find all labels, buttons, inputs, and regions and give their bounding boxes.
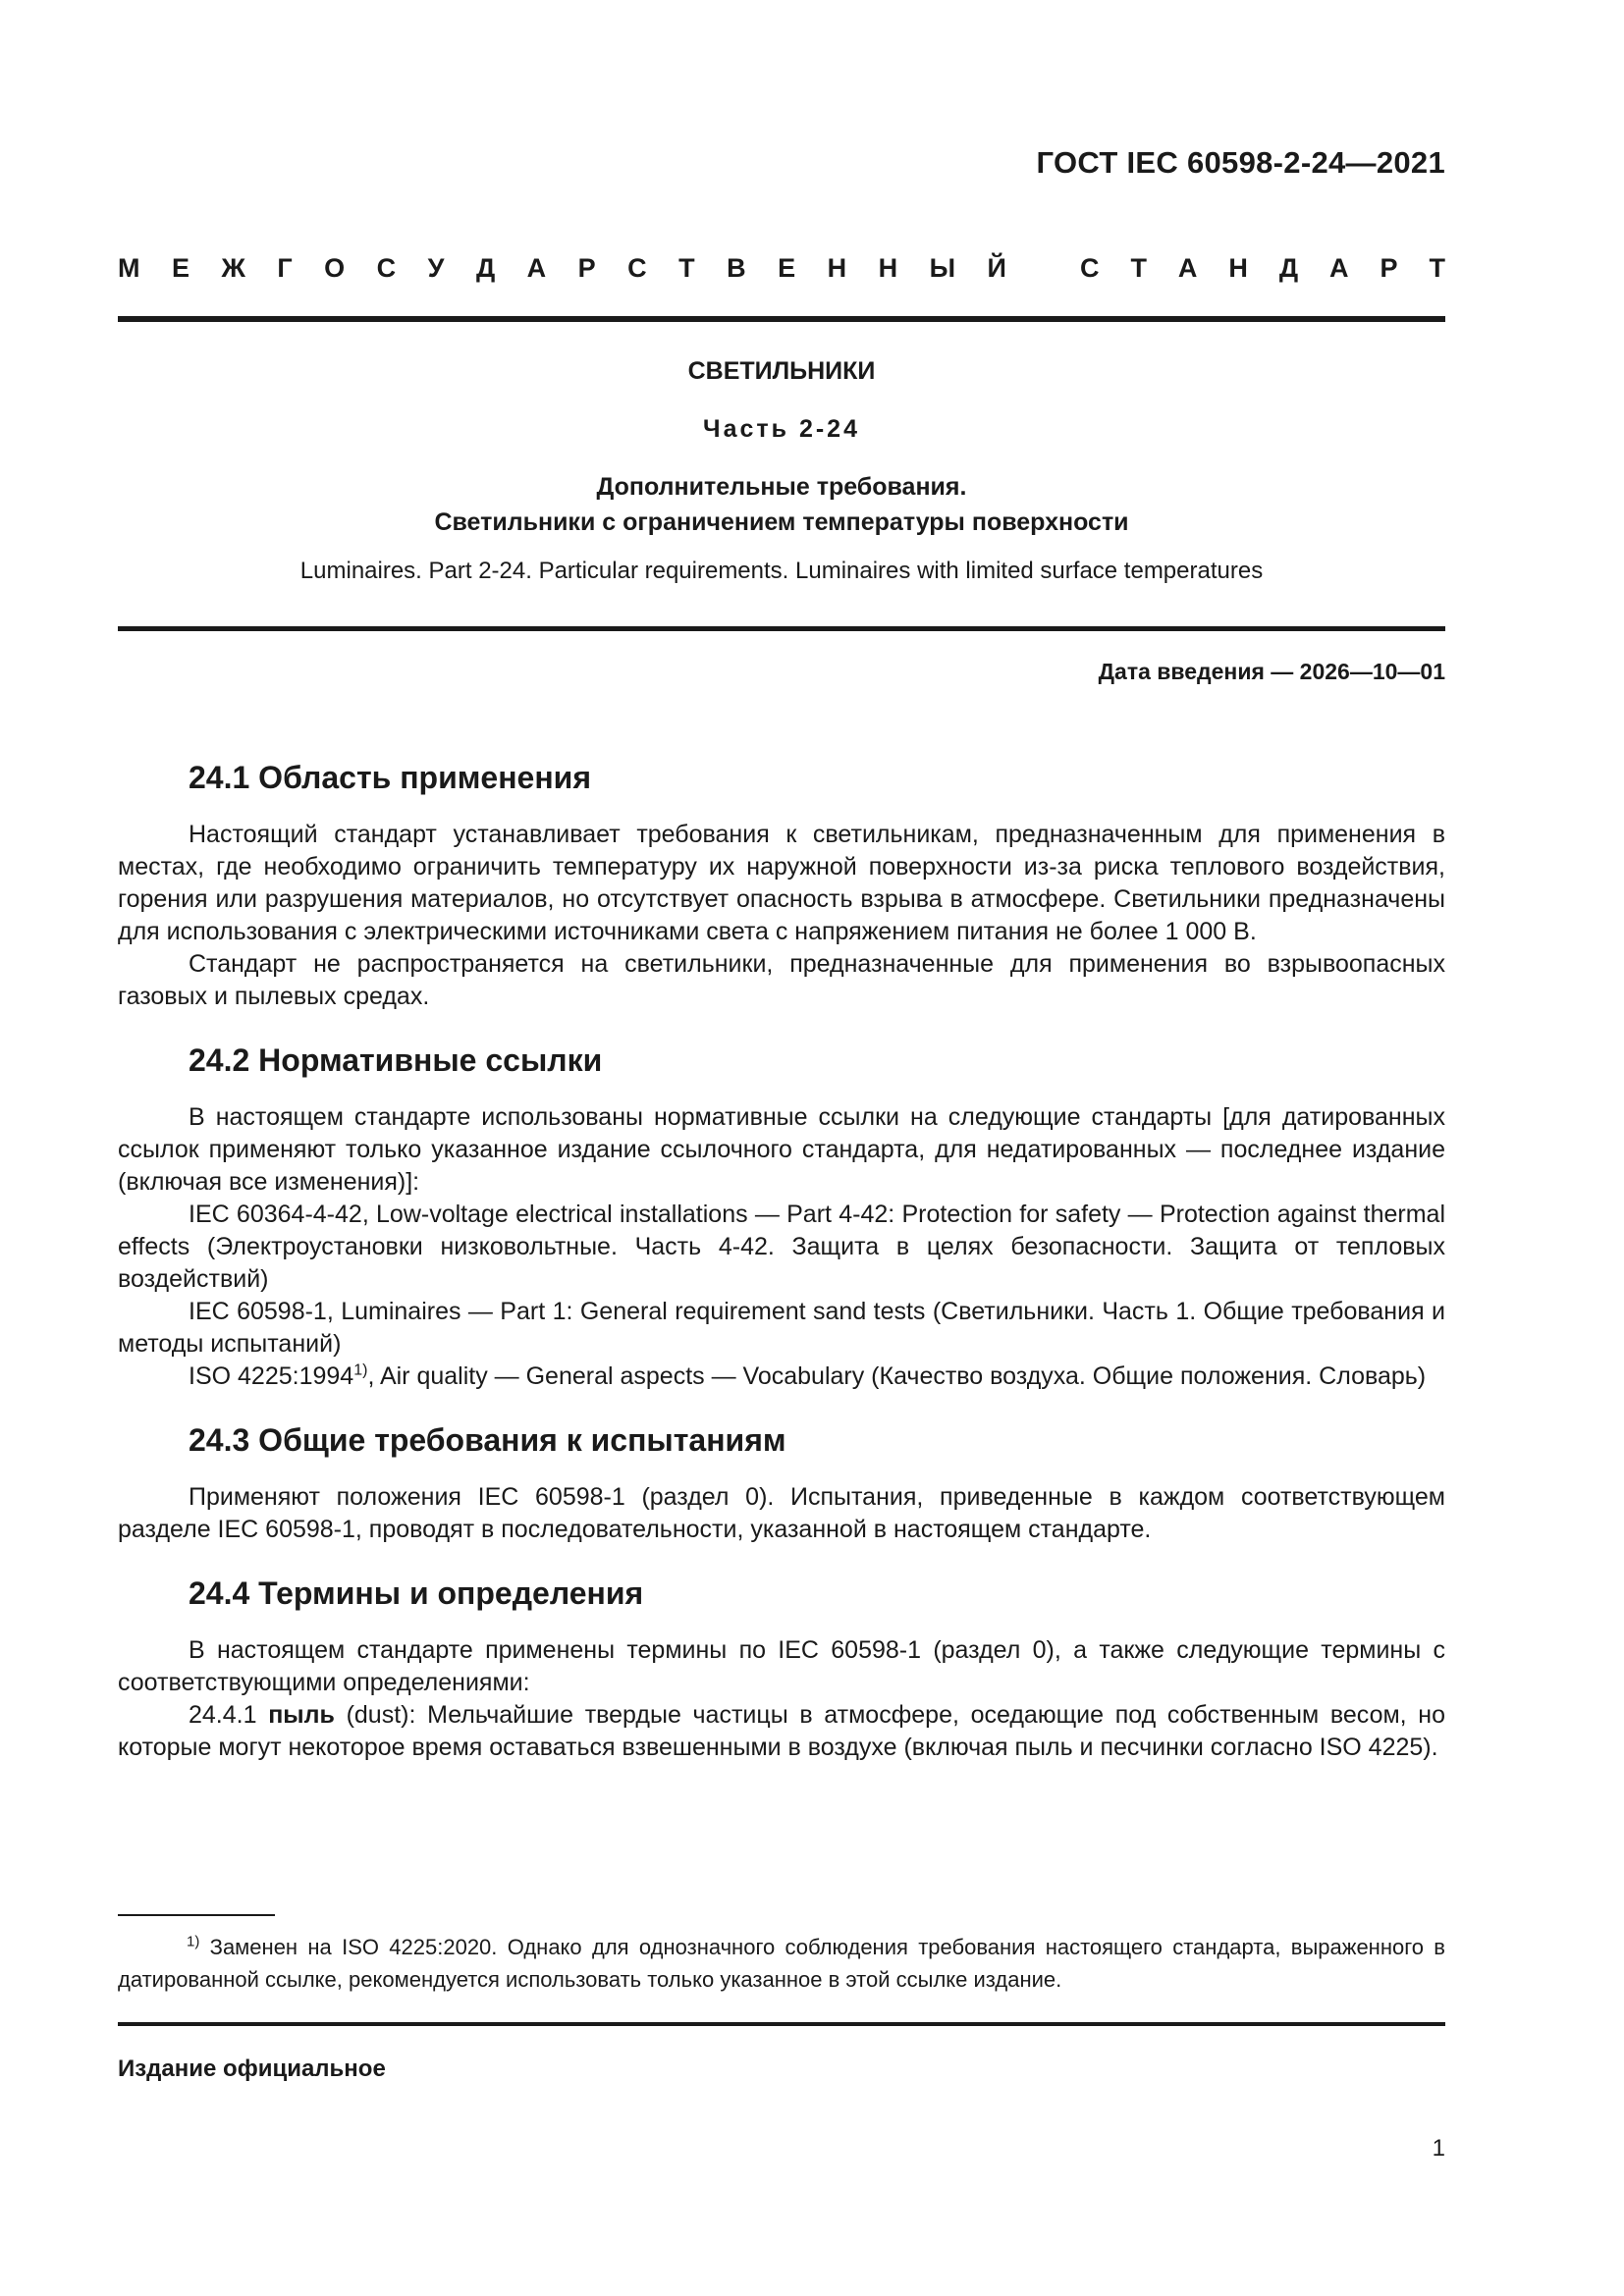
footnote-mark: 1) bbox=[187, 1933, 200, 1950]
reference-item bbox=[118, 1361, 1445, 1393]
letter: А bbox=[526, 253, 547, 283]
paragraph: Настоящий стандарт устанавливает требования к светильникам, предназначенным для применения в местах, где необходимо ограничить температуру их наружной поверхности из-за риска теплового воздействия, горения или разрушения материалов, но отсутствует опасность взрыва в атмосфере. Светильники предназначены для использования с электрическими источниками света с напряжением питания не более 1 000 В. bbox=[118, 821, 1445, 945]
section-heading: 24.3 Общие требования к испытаниям bbox=[189, 1422, 786, 1458]
letter: М bbox=[118, 253, 140, 283]
letter: О bbox=[324, 253, 346, 283]
title-main: СВЕТИЛЬНИКИ bbox=[687, 357, 876, 385]
letter: В bbox=[727, 253, 746, 283]
document-id: ГОСТ IEC 60598-2-24—2021 bbox=[1036, 145, 1445, 180]
footnote-text: Заменен на ISO 4225:2020. Однако для однозначного соблюдения требования настоящего стандарта, выраженного в датированной ссылке, рекомендуется использовать только указанное в этой ссылке издание. bbox=[118, 1935, 1445, 1992]
edition-label: Издание официальное bbox=[118, 2056, 386, 2082]
title-english: Luminaires. Part 2-24. Particular requirements. Luminaires with limited surface temperatures bbox=[299, 558, 1264, 584]
introduction-date: Дата введения — 2026—10—01 bbox=[1098, 659, 1445, 684]
definition-text: (dust): Мельчайшие твердые частицы в атмосфере, оседающие под собственным весом, но которые могут некоторое время оставаться взвешенными в воздухе (включая пыль и песчинки согласно ISO 4225). bbox=[118, 1701, 1445, 1761]
letter: Р bbox=[1380, 253, 1398, 283]
letter: Е bbox=[778, 253, 796, 283]
standard-kind-word1 bbox=[118, 253, 1006, 284]
letter: Ж bbox=[221, 253, 245, 283]
paragraph: В настоящем стандарте использованы нормативные ссылки на следующие стандарты [для датированных ссылок применяют только указанное издание ссылочного стандарта, для недатированных — последнее издание (включая все изменения)]: bbox=[118, 1103, 1445, 1196]
footnote-rule bbox=[118, 1914, 275, 1916]
section-general-test-requirements bbox=[118, 1420, 1445, 1546]
paragraph: Стандарт не распространяется на светильники, предназначенные для применения во взрывоопасных газовых и пылевых средах. bbox=[118, 950, 1445, 1010]
definition-term: пыль bbox=[268, 1701, 335, 1729]
letter: Д bbox=[475, 253, 496, 283]
letter: Г bbox=[277, 253, 293, 283]
title-subtitle bbox=[118, 469, 1445, 540]
section-heading: 24.4 Термины и определения bbox=[189, 1575, 644, 1611]
letter: С bbox=[376, 253, 397, 283]
title-part: Часть 2-24 bbox=[703, 415, 860, 443]
section-normative-references bbox=[118, 1041, 1445, 1393]
letter: У bbox=[427, 253, 445, 283]
title-subtitle-line1: Дополнительные требования. bbox=[596, 473, 967, 501]
reference-item: IEC 60364-4-42, Low-voltage electrical installations — Part 4-42: Protection for safety — Protection against thermal effects (Электроустановки низковольтные. Часть 4-42. Защита в целях безопасности. Защита от тепловых воздействий) bbox=[118, 1201, 1445, 1293]
standard-kind-word2 bbox=[1080, 253, 1445, 284]
footnote bbox=[118, 1931, 1445, 1996]
letter: Т bbox=[678, 253, 695, 283]
reference-code: ISO 4225:1994 bbox=[189, 1362, 354, 1390]
definition bbox=[118, 1699, 1445, 1764]
section-terms-definitions bbox=[118, 1574, 1445, 1764]
letter: А bbox=[1329, 253, 1349, 283]
section-heading: 24.2 Нормативные ссылки bbox=[189, 1042, 603, 1078]
letter: Д bbox=[1278, 253, 1299, 283]
header-rule bbox=[118, 316, 1445, 322]
letter: Е bbox=[171, 253, 189, 283]
letter: Н bbox=[878, 253, 898, 283]
title-subtitle-line2: Светильники с ограничением температуры поверхности bbox=[434, 508, 1129, 536]
letter: Ы bbox=[929, 253, 956, 283]
definition-number: 24.4.1 bbox=[189, 1701, 269, 1729]
letter: С bbox=[1080, 253, 1100, 283]
letter: А bbox=[1177, 253, 1198, 283]
letter: Р bbox=[577, 253, 596, 283]
letter: Н bbox=[827, 253, 847, 283]
footnote-mark[interactable]: 1) bbox=[353, 1362, 368, 1379]
document-body bbox=[118, 758, 1445, 1791]
paragraph: Применяют положения IEC 60598-1 (раздел 0). Испытания, приведенные в каждом соответствующем разделе IEC 60598-1, проводят в последовательности, указанной в настоящем стандарте. bbox=[118, 1483, 1445, 1543]
title-rule bbox=[118, 626, 1445, 631]
reference-title: , Air quality — General aspects — Vocabulary (Качество воздуха. Общие положения. Словарь) bbox=[367, 1362, 1427, 1390]
letter: Т bbox=[1130, 253, 1147, 283]
letter: Й bbox=[987, 253, 1006, 283]
section-heading: 24.1 Область применения bbox=[189, 760, 591, 795]
paragraph: В настоящем стандарте применены термины по IEC 60598-1 (раздел 0), а также следующие термины с соответствующими определениями: bbox=[118, 1636, 1445, 1696]
letter: Т bbox=[1429, 253, 1445, 283]
reference-item: IEC 60598-1, Luminaires — Part 1: General requirement sand tests (Светильники. Часть 1. Общие требования и методы испытаний) bbox=[118, 1298, 1445, 1358]
letter: Н bbox=[1228, 253, 1248, 283]
page-number: 1 bbox=[1432, 2135, 1445, 2162]
letter: С bbox=[627, 253, 647, 283]
standard-kind bbox=[118, 253, 1445, 284]
section-scope bbox=[118, 758, 1445, 1013]
footer-rule bbox=[118, 2022, 1445, 2026]
